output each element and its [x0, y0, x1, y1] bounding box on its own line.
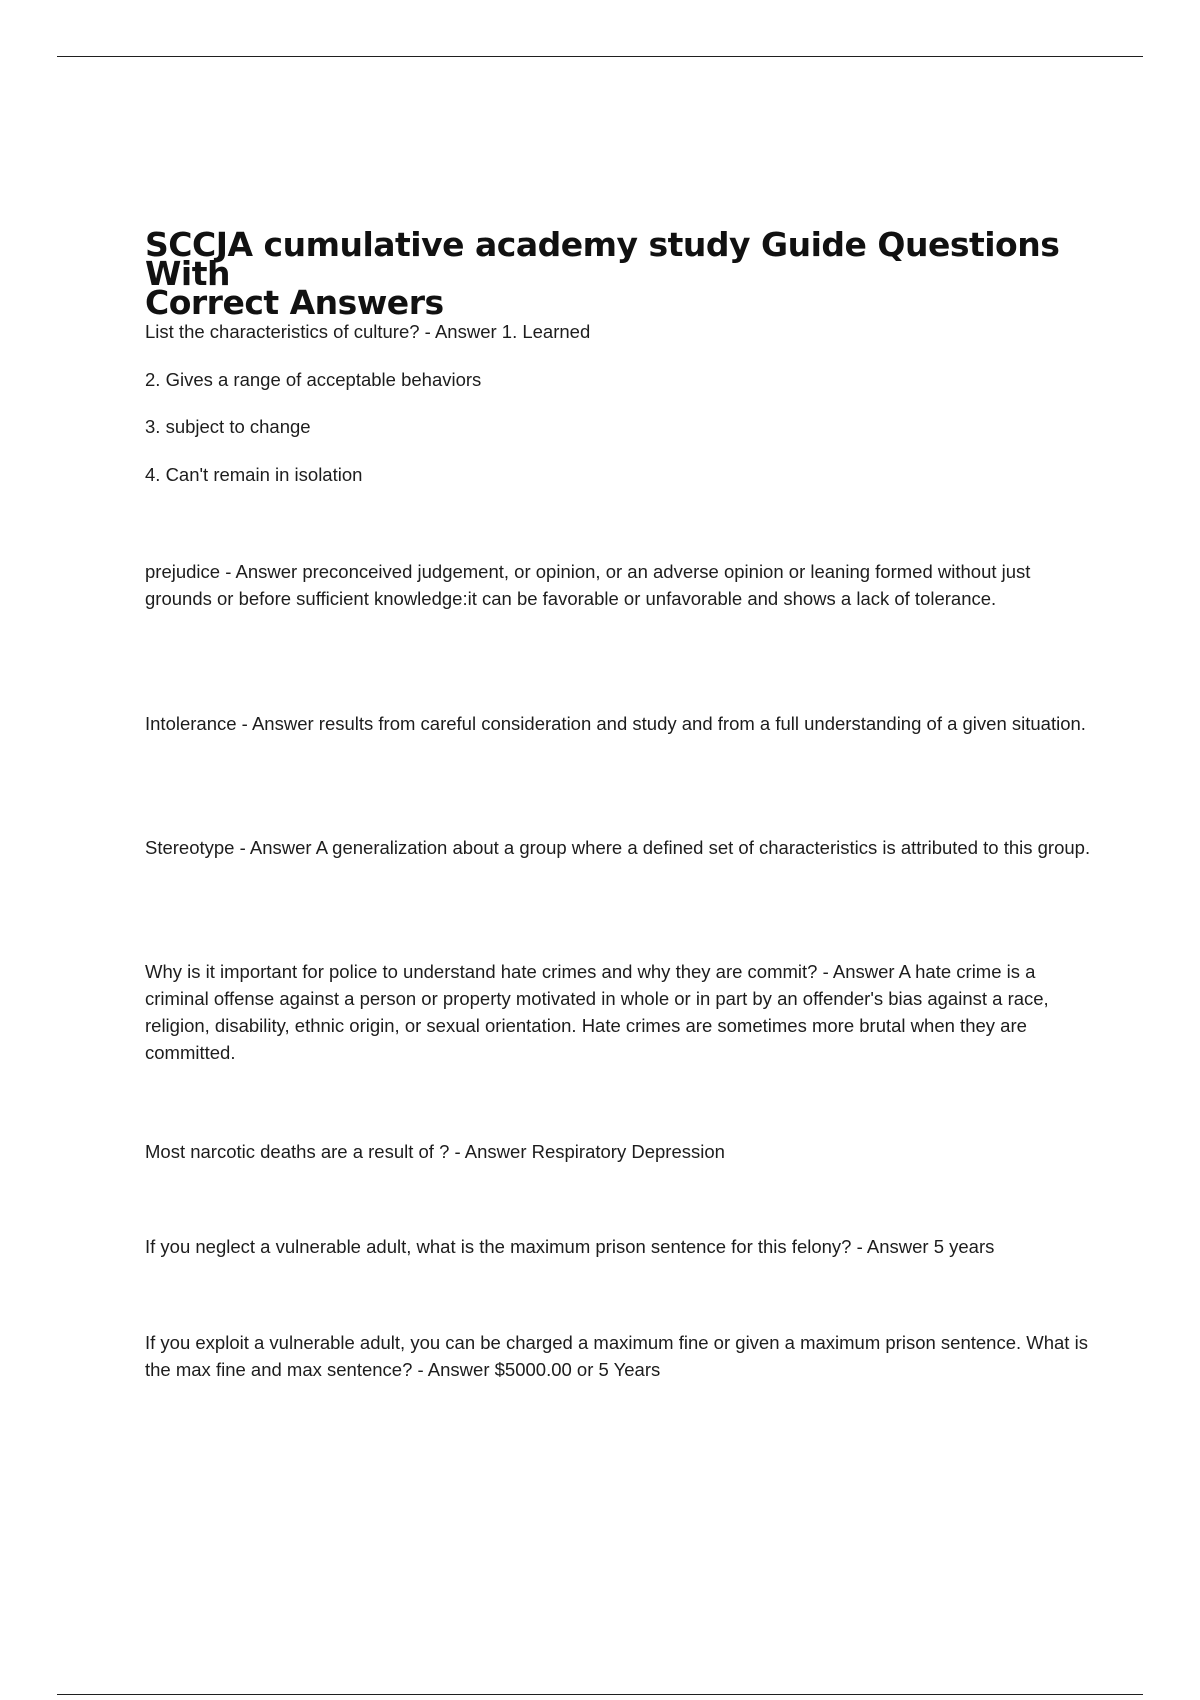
- paragraph-prejudice: prejudice - Answer preconceived judgement, or opinion, or an adverse opinion or leaning formed without just grounds or before sufficient knowledge:it can be favorable or unfavorable and shows a lack of tolerance.: [145, 561, 1031, 609]
- title-line-1: SCCJA cumulative academy study Guide Questions With: [145, 225, 1060, 293]
- top-rule: [57, 56, 1143, 57]
- document-title: [145, 225, 1095, 322]
- paragraph-culture-item-2: 2. Gives a range of acceptable behaviors: [145, 369, 482, 390]
- document-header: [145, 225, 1095, 322]
- paragraph-narcotic-deaths: Most narcotic deaths are a result of ? - Answer Respiratory Depression: [145, 1141, 725, 1162]
- paragraph-stereotype: Stereotype - Answer A generalization about a group where a defined set of characteristics is attributed to this group.: [145, 837, 1091, 858]
- paragraph-exploit-fine: If you exploit a vulnerable adult, you can be charged a maximum fine or given a maximum prison sentence. What is the max fine and max sentence? - Answer $5000.00 or 5 Years: [145, 1332, 1088, 1380]
- paragraph-culture-item-3: 3. subject to change: [145, 416, 311, 437]
- title-line-2: Correct Answers: [145, 283, 444, 322]
- paragraph-culture-item-4: 4. Can't remain in isolation: [145, 464, 363, 485]
- paragraph-intolerance: Intolerance - Answer results from careful consideration and study and from a full understanding of a given situation.: [145, 713, 1086, 734]
- paragraph-hate-crimes: Why is it important for police to understand hate crimes and why they are commit? - Answer A hate crime is a criminal offense against a person or property motivated in whole or in part by an offender's bias against a race, religion, disability, ethnic origin, or sexual orientation. Hate crimes are sometimes more brutal when they are committed.: [145, 961, 1049, 1063]
- paragraph-neglect-sentence: If you neglect a vulnerable adult, what is the maximum prison sentence for this felony? - Answer 5 years: [145, 1236, 995, 1257]
- paragraph-culture-question: List the characteristics of culture? - Answer 1. Learned: [145, 321, 591, 342]
- bottom-rule: [57, 1694, 1143, 1695]
